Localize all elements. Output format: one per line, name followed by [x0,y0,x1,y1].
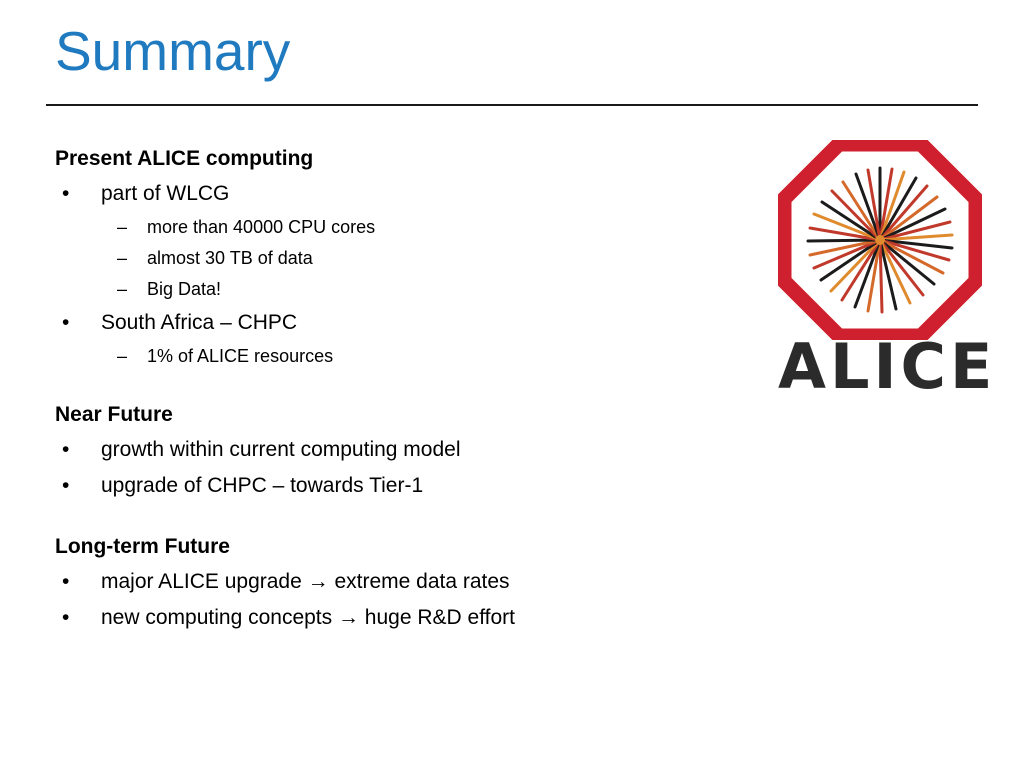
list-item-label: part of WLCG [101,182,230,205]
dash-glyph: – [117,346,128,366]
slide-body [55,142,755,636]
list-item [55,305,755,341]
list-item [55,564,755,600]
bullet-glyph: • [62,606,70,629]
block-heading: Long-term Future [55,535,230,558]
bullet-glyph: • [62,311,70,334]
content-block-long-term-future [55,530,755,636]
title-divider [46,104,978,106]
list-item-label: almost 30 TB of data [147,248,313,268]
alice-octagon-icon [778,140,982,340]
list-item [55,243,755,274]
alice-wordmark: ALICE [778,330,997,403]
list-item-label: new computing concepts → huge R&D effort [101,606,516,629]
list-item [55,176,755,212]
list-item [55,600,755,636]
list-item [55,341,755,372]
list-item-label: South Africa – CHPC [101,311,298,334]
content-block-present [55,142,755,372]
dash-glyph: – [117,217,128,237]
bullet-glyph: • [62,474,70,497]
block-heading: Present ALICE computing [55,147,314,170]
bullet-glyph: • [62,570,70,593]
block-heading: Near Future [55,403,173,426]
list-item [55,432,755,468]
alice-logo [778,140,997,403]
list-item-label: growth within current computing model [101,438,461,461]
list-item-label: Big Data! [147,279,222,299]
bullet-glyph: • [62,182,70,205]
block-spacer [55,504,755,530]
page-title: Summary [55,20,291,82]
list-item-label: more than 40000 CPU cores [147,217,376,237]
list-item [55,212,755,243]
list-item-label: 1% of ALICE resources [147,346,334,366]
list-item [55,274,755,305]
block-spacer [55,372,755,398]
bullet-glyph: • [62,438,70,461]
content-block-near-future [55,398,755,504]
list-item-label: major ALICE upgrade → extreme data rates [101,570,510,593]
dash-glyph: – [117,279,128,299]
list-item-label: upgrade of CHPC – towards Tier-1 [101,474,424,497]
dash-glyph: – [117,248,128,268]
list-item [55,468,755,504]
